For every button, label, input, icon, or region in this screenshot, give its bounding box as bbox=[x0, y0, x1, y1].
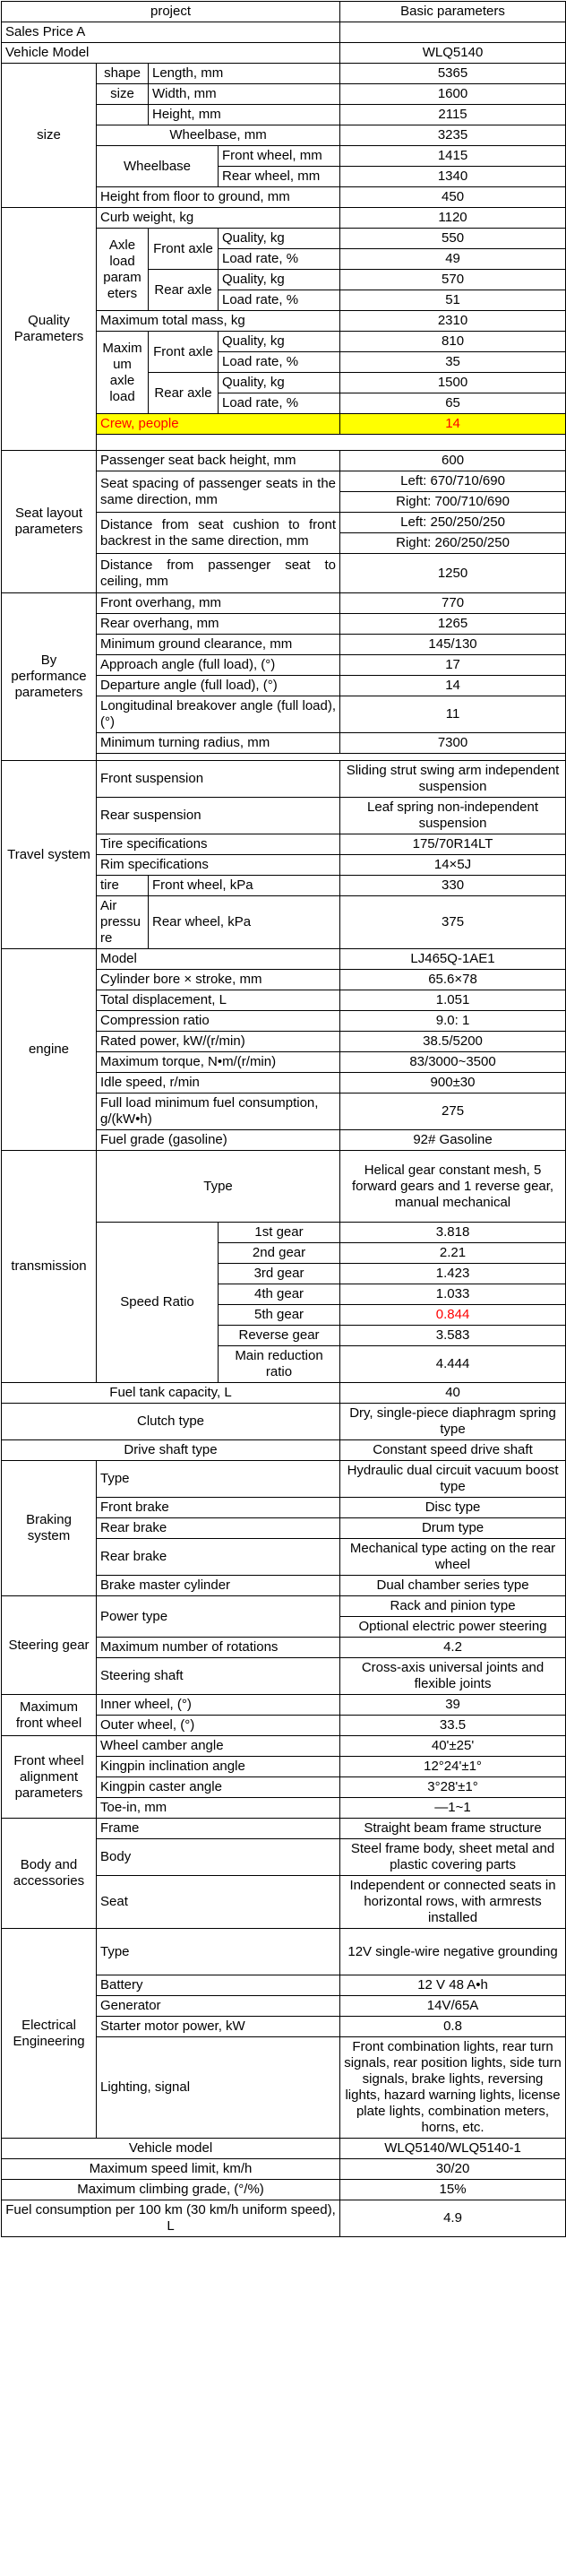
toe-value: —1~1 bbox=[340, 1798, 566, 1819]
rear-wheel-kpa-label: Rear wheel, kPa bbox=[149, 896, 340, 949]
axle-rear-quality: 570 bbox=[340, 270, 566, 290]
sales-price-label: Sales Price A bbox=[2, 22, 340, 43]
max-rear-rate-label: Load rate, % bbox=[219, 393, 340, 414]
ground-clearance-label: Minimum ground clearance, mm bbox=[97, 635, 340, 655]
drive-shaft-value: Constant speed drive shaft bbox=[340, 1440, 566, 1461]
fuel-100-value: 4.9 bbox=[340, 2200, 566, 2237]
axle-front-rate-label: Load rate, % bbox=[219, 249, 340, 270]
max-front-rate: 35 bbox=[340, 352, 566, 373]
caster-value: 3°28'±1° bbox=[340, 1777, 566, 1798]
steering-shaft-value: Cross-axis universal joints and flexible joints bbox=[340, 1658, 566, 1695]
departure-value: 14 bbox=[340, 676, 566, 696]
max-speed-value: 30/20 bbox=[340, 2159, 566, 2180]
camber-row bbox=[2, 1736, 566, 1757]
max-rear-rate: 65 bbox=[340, 393, 566, 414]
displacement-value: 1.051 bbox=[340, 990, 566, 1011]
kingpin-label: Kingpin inclination angle bbox=[97, 1757, 340, 1777]
battery-value: 12 V 48 A•h bbox=[340, 1975, 566, 1996]
gear-label: 5th gear bbox=[219, 1305, 340, 1326]
curb-weight-row bbox=[2, 208, 566, 229]
front-wheel-max-group: Maximum front wheel bbox=[2, 1695, 97, 1736]
seat-back-value: 600 bbox=[340, 451, 566, 471]
drive-shaft-row bbox=[2, 1440, 566, 1461]
idle-label: Idle speed, r/min bbox=[97, 1073, 340, 1094]
gear-label: 3rd gear bbox=[219, 1264, 340, 1284]
fuel-grade-value: 92# Gasoline bbox=[340, 1130, 566, 1151]
bore-label: Cylinder bore × stroke, mm bbox=[97, 970, 340, 990]
vehicle-model-row bbox=[2, 43, 566, 64]
kingpin-value: 12°24'±1° bbox=[340, 1757, 566, 1777]
turning-value: 7300 bbox=[340, 733, 566, 754]
sales-price-value bbox=[340, 22, 566, 43]
axle-rear-rate-label: Load rate, % bbox=[219, 290, 340, 311]
width-label: Width, mm bbox=[149, 84, 340, 105]
speed-ratio-label: Speed Ratio bbox=[97, 1223, 219, 1383]
camber-label: Wheel camber angle bbox=[97, 1736, 340, 1757]
inner-wheel-value: 39 bbox=[340, 1695, 566, 1716]
elec-type-row bbox=[2, 1929, 566, 1975]
transmission-group: transmission bbox=[2, 1151, 97, 1383]
floor-height-label: Height from floor to ground, mm bbox=[97, 187, 340, 208]
idle-value: 900±30 bbox=[340, 1073, 566, 1094]
ground-clearance-value: 145/130 bbox=[340, 635, 566, 655]
fuel-tank-value: 40 bbox=[340, 1383, 566, 1404]
departure-label: Departure angle (full load), (°) bbox=[97, 676, 340, 696]
braking-group: Braking system bbox=[2, 1461, 97, 1596]
master-cyl-label: Brake master cylinder bbox=[97, 1576, 340, 1596]
axle-front-quality-label: Quality, kg bbox=[219, 229, 340, 249]
body-group: Body and accessories bbox=[2, 1819, 97, 1929]
seat-spacing-label: Seat spacing of passenger seats in the same direction, mm bbox=[97, 471, 340, 513]
max-total-mass-value: 2310 bbox=[340, 311, 566, 332]
rear-brake2-value: Mechanical type acting on the rear wheel bbox=[340, 1539, 566, 1576]
gear-value: 4.444 bbox=[340, 1346, 566, 1383]
crew-value: 14 bbox=[340, 414, 566, 435]
vehicle-model-bottom-row bbox=[2, 2139, 566, 2159]
trans-type-label: Type bbox=[97, 1151, 340, 1223]
fuel-tank-label: Fuel tank capacity, L bbox=[2, 1383, 340, 1404]
seat-cushion-label: Distance from seat cushion to front backrest in the same direction, mm bbox=[97, 513, 340, 554]
power-type-label: Power type bbox=[97, 1596, 340, 1638]
tire-sub-label: tire bbox=[97, 876, 149, 896]
front-wheel-value: 1415 bbox=[340, 146, 566, 167]
height-value: 2115 bbox=[340, 105, 566, 125]
seat-back-row bbox=[2, 451, 566, 471]
rear-wheel-kpa-value: 375 bbox=[340, 896, 566, 949]
curb-weight-value: 1120 bbox=[340, 208, 566, 229]
axle-rear-rate: 51 bbox=[340, 290, 566, 311]
frame-row bbox=[2, 1819, 566, 1839]
gear-value: 3.583 bbox=[340, 1326, 566, 1346]
front-susp-value: Sliding strut swing arm independent suspension bbox=[340, 761, 566, 798]
bore-value: 65.6×78 bbox=[340, 970, 566, 990]
axle-rear-quality-label: Quality, kg bbox=[219, 270, 340, 290]
gear-value: 0.844 bbox=[340, 1305, 566, 1326]
max-front-quality-label: Quality, kg bbox=[219, 332, 340, 352]
vehicle-model-label: Vehicle Model bbox=[2, 43, 340, 64]
axle-front-label: Front axle bbox=[149, 229, 219, 270]
engine-model-label: Model bbox=[97, 949, 340, 970]
seat-ceiling-label: Distance from passenger seat to ceiling, mm bbox=[97, 554, 340, 593]
power-label: Rated power, kW/(r/min) bbox=[97, 1032, 340, 1052]
seat-spacing-left: Left: 670/710/690 bbox=[340, 471, 566, 492]
lighting-value: Front combination lights, rear turn signals, rear position lights, side turn signals, brake lights, reversing lights, hazard warning lights, license plate lights, combination meters, horns, etc. bbox=[340, 2037, 566, 2139]
generator-label: Generator bbox=[97, 1996, 340, 2017]
master-cyl-value: Dual chamber series type bbox=[340, 1576, 566, 1596]
travel-group: Travel system bbox=[2, 761, 97, 949]
frame-value: Straight beam frame structure bbox=[340, 1819, 566, 1839]
tire-value: 175/70R14LT bbox=[340, 834, 566, 855]
rim-label: Rim specifications bbox=[97, 855, 340, 876]
wheelbase-group: Wheelbase bbox=[97, 146, 219, 187]
quality-spacer bbox=[97, 435, 566, 451]
trans-type-value: Helical gear constant mesh, 5 forward gears and 1 reverse gear, manual mechanical bbox=[340, 1151, 566, 1223]
gear-value: 3.818 bbox=[340, 1223, 566, 1243]
starter-label: Starter motor power, kW bbox=[97, 2017, 340, 2037]
gear-label: 1st gear bbox=[219, 1223, 340, 1243]
seat-value: Independent or connected seats in horizontal rows, with armrests installed bbox=[340, 1876, 566, 1929]
approach-value: 17 bbox=[340, 655, 566, 676]
length-value: 5365 bbox=[340, 64, 566, 84]
power-type-row bbox=[2, 1596, 566, 1617]
rim-value: 14×5J bbox=[340, 855, 566, 876]
max-front-axle-label: Front axle bbox=[149, 332, 219, 373]
size-group: size bbox=[2, 64, 97, 208]
max-speed-label: Maximum speed limit, km/h bbox=[2, 2159, 340, 2180]
vehicle-model-value: WLQ5140 bbox=[340, 43, 566, 64]
elec-type-value: 12V single-wire negative grounding bbox=[340, 1929, 566, 1975]
elec-type-label: Type bbox=[97, 1929, 340, 1975]
outer-wheel-label: Outer wheel, (°) bbox=[97, 1716, 340, 1736]
seat-cushion-right: Right: 260/250/250 bbox=[340, 533, 566, 554]
max-rear-quality-label: Quality, kg bbox=[219, 373, 340, 393]
seat-spacing-right: Right: 700/710/690 bbox=[340, 492, 566, 513]
max-axle-load-label: Maximum axle load bbox=[97, 332, 149, 414]
clutch-label: Clutch type bbox=[2, 1404, 340, 1440]
fuel-100-label: Fuel consumption per 100 km (30 km/h uniform speed), L bbox=[2, 2200, 340, 2237]
brake-type-value: Hydraulic dual circuit vacuum boost type bbox=[340, 1461, 566, 1498]
camber-value: 40'±25' bbox=[340, 1736, 566, 1757]
front-wheel-label: Front wheel, mm bbox=[219, 146, 340, 167]
front-brake-label: Front brake bbox=[97, 1498, 340, 1518]
max-total-mass-label: Maximum total mass, kg bbox=[97, 311, 340, 332]
frame-label: Frame bbox=[97, 1819, 340, 1839]
rotations-value: 4.2 bbox=[340, 1638, 566, 1658]
gear-label: Main reduction ratio bbox=[219, 1346, 340, 1383]
max-speed-row bbox=[2, 2159, 566, 2180]
header-row bbox=[2, 2, 566, 22]
max-rear-quality: 1500 bbox=[340, 373, 566, 393]
fuel-cons-value: 275 bbox=[340, 1094, 566, 1130]
max-rear-axle-label: Rear axle bbox=[149, 373, 219, 414]
generator-value: 14V/65A bbox=[340, 1996, 566, 2017]
battery-label: Battery bbox=[97, 1975, 340, 1996]
seat-back-label: Passenger seat back height, mm bbox=[97, 451, 340, 471]
tire-label: Tire specifications bbox=[97, 834, 340, 855]
performance-spacer bbox=[97, 754, 566, 761]
wheelbase-label: Wheelbase, mm bbox=[97, 125, 340, 146]
fuel-cons-label: Full load minimum fuel consumption, g/(kW•h) bbox=[97, 1094, 340, 1130]
lighting-label: Lighting, signal bbox=[97, 2037, 340, 2139]
body-value: Steel frame body, sheet metal and plastic covering parts bbox=[340, 1839, 566, 1876]
seat-label: Seat bbox=[97, 1876, 340, 1929]
power-type-value-1: Rack and pinion type bbox=[340, 1596, 566, 1617]
outer-wheel-value: 33.5 bbox=[340, 1716, 566, 1736]
clutch-value: Dry, single-piece diaphragm spring type bbox=[340, 1404, 566, 1440]
gear-value: 1.033 bbox=[340, 1284, 566, 1305]
rear-overhang-value: 1265 bbox=[340, 614, 566, 635]
compression-label: Compression ratio bbox=[97, 1011, 340, 1032]
header-basic: Basic parameters bbox=[340, 2, 566, 22]
torque-value: 83/3000~3500 bbox=[340, 1052, 566, 1073]
drive-shaft-label: Drive shaft type bbox=[2, 1440, 340, 1461]
size-length-row bbox=[2, 64, 566, 84]
gear-label: Reverse gear bbox=[219, 1326, 340, 1346]
curb-weight-label: Curb weight, kg bbox=[97, 208, 340, 229]
front-overhang-label: Front overhang, mm bbox=[97, 593, 340, 614]
climbing-row bbox=[2, 2180, 566, 2200]
gear-label: 4th gear bbox=[219, 1284, 340, 1305]
approach-label: Approach angle (full load), (°) bbox=[97, 655, 340, 676]
rear-overhang-label: Rear overhang, mm bbox=[97, 614, 340, 635]
max-front-quality: 810 bbox=[340, 332, 566, 352]
crew-label: Crew, people bbox=[97, 414, 340, 435]
rear-susp-label: Rear suspension bbox=[97, 798, 340, 834]
air-pressure-label: Air pressure bbox=[97, 896, 149, 949]
gear-value: 1.423 bbox=[340, 1264, 566, 1284]
seat-ceiling-value: 1250 bbox=[340, 554, 566, 593]
trans-type-row bbox=[2, 1151, 566, 1223]
brake-type-label: Type bbox=[97, 1461, 340, 1498]
rear-brake-label: Rear brake bbox=[97, 1518, 340, 1539]
axle-rear-label: Rear axle bbox=[149, 270, 219, 311]
performance-group: By performance parameters bbox=[2, 593, 97, 761]
climbing-value: 15% bbox=[340, 2180, 566, 2200]
steering-group: Steering gear bbox=[2, 1596, 97, 1695]
size-shape: shape bbox=[97, 64, 149, 84]
rear-wheel-value: 1340 bbox=[340, 167, 566, 187]
front-wheel-kpa-value: 330 bbox=[340, 876, 566, 896]
front-wheel-kpa-label: Front wheel, kPa bbox=[149, 876, 340, 896]
vehicle-model-bottom-value: WLQ5140/WLQ5140-1 bbox=[340, 2139, 566, 2159]
body-label: Body bbox=[97, 1839, 340, 1876]
displacement-label: Total displacement, L bbox=[97, 990, 340, 1011]
max-front-rate-label: Load rate, % bbox=[219, 352, 340, 373]
seat-cushion-left: Left: 250/250/250 bbox=[340, 513, 566, 533]
seat-group: Seat layout parameters bbox=[2, 451, 97, 593]
front-overhang-value: 770 bbox=[340, 593, 566, 614]
width-value: 1600 bbox=[340, 84, 566, 105]
rear-wheel-label: Rear wheel, mm bbox=[219, 167, 340, 187]
axle-load-label: Axle load parameters bbox=[97, 229, 149, 311]
front-brake-value: Disc type bbox=[340, 1498, 566, 1518]
caster-label: Kingpin caster angle bbox=[97, 1777, 340, 1798]
alignment-group: Front wheel alignment parameters bbox=[2, 1736, 97, 1819]
quality-group: Quality Parameters bbox=[2, 208, 97, 451]
brake-type-row bbox=[2, 1461, 566, 1498]
floor-height-value: 450 bbox=[340, 187, 566, 208]
rear-brake-value: Drum type bbox=[340, 1518, 566, 1539]
gear-value: 2.21 bbox=[340, 1243, 566, 1264]
axle-front-rate: 49 bbox=[340, 249, 566, 270]
toe-label: Toe-in, mm bbox=[97, 1798, 340, 1819]
turning-label: Minimum turning radius, mm bbox=[97, 733, 340, 754]
starter-value: 0.8 bbox=[340, 2017, 566, 2037]
electrical-group: Electrical Engineering bbox=[2, 1929, 97, 2139]
engine-model-row bbox=[2, 949, 566, 970]
engine-group: engine bbox=[2, 949, 97, 1151]
front-susp-label: Front suspension bbox=[97, 761, 340, 798]
power-value: 38.5/5200 bbox=[340, 1032, 566, 1052]
front-overhang-row bbox=[2, 593, 566, 614]
rotations-label: Maximum number of rotations bbox=[97, 1638, 340, 1658]
steering-shaft-label: Steering shaft bbox=[97, 1658, 340, 1695]
breakover-label: Longitudinal breakover angle (full load), (°) bbox=[97, 696, 340, 733]
inner-wheel-row bbox=[2, 1695, 566, 1716]
vehicle-model-bottom-label: Vehicle model bbox=[2, 2139, 340, 2159]
axle-front-quality: 550 bbox=[340, 229, 566, 249]
fuel-tank-row bbox=[2, 1383, 566, 1404]
header-project: project bbox=[2, 2, 340, 22]
power-type-value-2: Optional electric power steering bbox=[340, 1617, 566, 1638]
gear-label: 2nd gear bbox=[219, 1243, 340, 1264]
inner-wheel-label: Inner wheel, (°) bbox=[97, 1695, 340, 1716]
spec-table bbox=[1, 1, 566, 2237]
rear-susp-value: Leaf spring non-independent suspension bbox=[340, 798, 566, 834]
climbing-label: Maximum climbing grade, (°/%) bbox=[2, 2180, 340, 2200]
torque-label: Maximum torque, N•m/(r/min) bbox=[97, 1052, 340, 1073]
fuel-100-row bbox=[2, 2200, 566, 2237]
clutch-row bbox=[2, 1404, 566, 1440]
engine-model-value: LJ465Q-1AE1 bbox=[340, 949, 566, 970]
length-label: Length, mm bbox=[149, 64, 340, 84]
front-susp-row bbox=[2, 761, 566, 798]
compression-value: 9.0: 1 bbox=[340, 1011, 566, 1032]
size-sub: size bbox=[97, 84, 149, 105]
fuel-grade-label: Fuel grade (gasoline) bbox=[97, 1130, 340, 1151]
wheelbase-value: 3235 bbox=[340, 125, 566, 146]
sales-price-row bbox=[2, 22, 566, 43]
size-blank bbox=[97, 105, 149, 125]
breakover-value: 11 bbox=[340, 696, 566, 733]
rear-brake2-label: Rear brake bbox=[97, 1539, 340, 1576]
height-label: Height, mm bbox=[149, 105, 340, 125]
